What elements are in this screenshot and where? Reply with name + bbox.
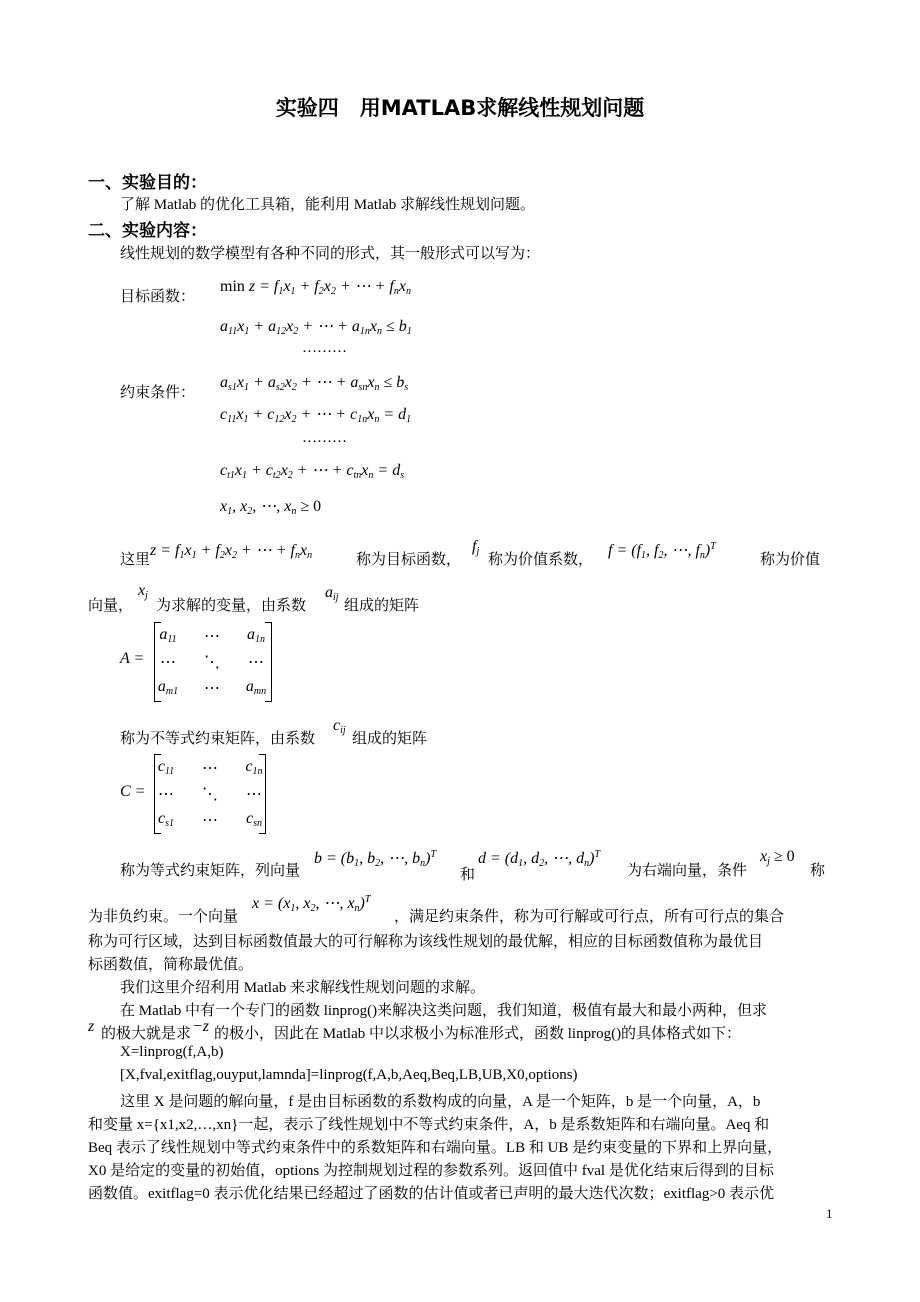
constraint-ineq-s: $a_{s1}x_1 + a_{s2}x_2$ + ⋯ + $a_{sn}x_n \le b_s$ [220,374,409,393]
ellipsis-1: ……… [302,340,347,356]
formula-z-inline: z [88,1018,95,1035]
para-intro-matlab: 我们这里介绍利用 Matlab 来求解线性规划问题的求解。 [120,980,485,996]
para-variables: 为求解的变量，由系数 [156,598,307,614]
nonneg-constraint: $x_1$, $x_2$, ⋯, $x_n \ge 0$ [220,498,322,517]
para-vector: 向量， [88,598,134,614]
para-desc-3: Beq 表示了线性规划中等式约束条件中的系数矩阵和右端向量。LB 和 UB 是约束变量的下界和上界向量， [88,1140,783,1156]
para-desc-4: X0 是给定的变量的初始值，options 为控制规划过程的参数系列。返回值中 fval 是优化结束后得到的目标 [88,1163,774,1179]
code-line-1: X=linprog(f,A,b) [120,1044,224,1060]
page-title: 实验四 用MATLAB求解线性规划问题 [275,96,645,120]
para-here: 这里 [120,552,151,568]
constraint-eq-t: $c_{t1}x_1 + c_{t2}x_2$ + ⋯ + $c_{tn}x_n = d_s$ [220,462,405,481]
para-and: 和 [460,867,476,883]
para-nonneg: 为非负约束。一个向量 [88,909,239,925]
content-intro: 线性规划的数学模型有各种不同的形式，其一般形式可以写为： [120,246,541,262]
matrix-a-label: A = [120,650,145,667]
para-objective-fn: 称为目标函数， [356,552,462,568]
para-eq-matrix: 称为等式约束矩阵，列向量 [120,863,301,879]
para-desc-2: 和变量 x={x1,x2,…,xn}一起，表示了线性规划中不等式约束条件，A，b 是系数矩阵和右端向量。Aeq 和 [88,1117,770,1133]
section-heading-content: 二、实验内容： [88,221,207,241]
formula-b-vector: $b = (b_1$, $b_2$, ⋯, $b_n)^T$ [314,849,437,869]
para-max: 的极大就是求 [101,1026,192,1042]
para-value-coeff: 称为价值系数， [488,552,594,568]
objective-label: 目标函数： [120,289,196,305]
formula-neg-z: −z [192,1018,210,1035]
page-number: 1 [826,1206,833,1221]
matrix-c: $c_{11}$ ⋯ $c_{1n}$ ⋯ ⋱ ⋯ $c_{s1}$ ⋯ $c_{sn}$ [154,754,266,832]
para-desc-1: 这里 X 是问题的解向量，f 是由目标函数的系数构成的向量，A 是一个矩阵，b 是一个向量，A，b [120,1094,761,1110]
constraint-eq-1: $c_{11}x_1 + c_{12}x_2$ + ⋯ + $c_{1n}x_n = d_1$ [220,406,412,425]
formula-f-vector: $f = (f_1$, $f_2$, ⋯, $f_n)^T$ [608,541,716,561]
formula-fj: $f_j$ [472,538,480,557]
para-min-form: 的极小，因此在 Matlab 中以求极小为标准形式，函数 linprog()的具体格式如下： [214,1026,742,1042]
matrix-c-label: C = [120,783,146,800]
para-ineq-matrix: 称为不等式约束矩阵，由系数 [120,731,316,747]
purpose-text: 了解 Matlab 的优化工具箱，能利用 Matlab 求解线性规划问题。 [120,197,535,213]
constraint-ineq-1: $a_{11}x_1 + a_{12}x_2$ + ⋯ + $a_{1n}x_n \le b_1$ [220,318,412,337]
para-matrix-2: 组成的矩阵 [352,731,428,747]
formula-z: $z = f_1x_1 + f_2x_2$ + ⋯ + $f_nx_n$ [150,542,313,561]
formula-xj: $x_j$ [138,582,148,601]
objective-formula: $\min z = f_1x_1 + f_2x_2$ + ⋯ + $f_nx_n$ [220,278,411,297]
para-feasible: ，满足约束条件，称为可行解或可行点，所有可行点的集合 [394,909,785,925]
formula-aij: $a_{ij}$ [325,584,339,603]
para-value: 称为价值 [760,552,821,568]
constraints-label: 约束条件： [120,385,196,401]
para-matrix: 组成的矩阵 [344,598,420,614]
formula-xj-nonneg: $x_j \ge 0$ [760,848,795,867]
para-called: 称 [810,863,826,879]
para-desc-5: 函数值。exitflag=0 表示优化结果已经超过了函数的估计值或者已声明的最大迭代次数；exitflag>0 表示优 [88,1186,775,1202]
matrix-a: $a_{11}$ ⋯ $a_{1n}$ ⋯ ⋱ ⋯ $a_{m1}$ ⋯ $a_{mn}$ [154,622,272,700]
para-region: 称为可行区域，达到目标函数值最大的可行解称为该线性规划的最优解，相应的目标函数值称为最优目 [88,934,764,950]
formula-d-vector: $d = (d_1$, $d_2$, ⋯, $d_n)^T$ [478,849,601,869]
section-heading-purpose: 一、实验目的： [88,173,207,193]
code-line-2: [X,fval,exitflag,ouyput,lamnda]=linprog(f,A,b,Aeq,Beq,LB,UB,X0,options) [120,1067,578,1083]
para-linprog: 在 Matlab 中有一个专门的函数 linprog()来解决这类问题，我们知道，极值有最大和最小两种，但求 [120,1003,768,1019]
para-optimal: 标函数值，简称最优值。 [88,957,254,973]
formula-cij: $c_{ij}$ [333,717,346,736]
ellipsis-2: ……… [302,430,347,446]
formula-x-vector: $x = (x_1$, $x_2$, ⋯, $x_n)^T$ [252,894,371,914]
para-rhs: 为右端向量，条件 [627,863,748,879]
